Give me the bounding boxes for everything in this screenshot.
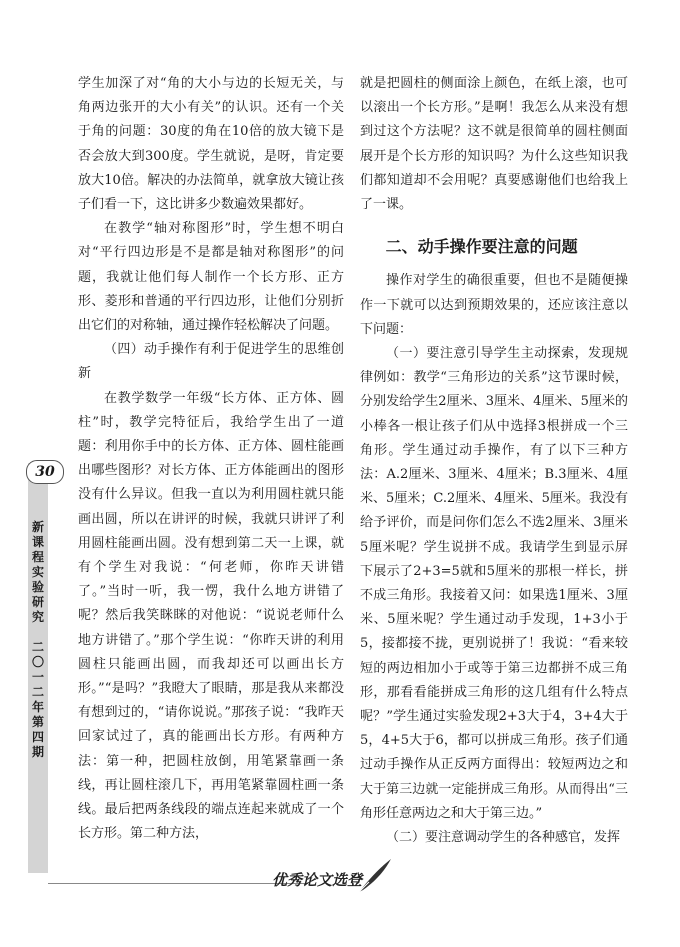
- paragraph: （二）要注意调动学生的各种感官，发挥: [386, 830, 621, 846]
- issue-label: 二〇一二年 第四期: [31, 640, 44, 759]
- quill-pen-icon: [355, 856, 395, 896]
- paragraph: 学生加深了对“角的大小与边的长短无关，与角两边张开的大小有关”的认识。还有一个关于角的问题：30度的角在10倍的放大镜下是否会放大到300度。学生就说，是呀，肯定要放大10倍。解决的办法简单，就拿放大镜让孩子们看一下，这比讲多少数遍效果都好。: [78, 76, 344, 213]
- page-number: 30: [26, 460, 64, 484]
- paragraph: 在教学“轴对称图形”时，学生想不明白对“平行四边形是不是都是轴对称图形”的问题，我就让他们每人制作一个长方形、正方形、菱形和普通的平行四边形，让他们分别折出它们的对称轴，通过操作轻松解决了问题。: [78, 221, 344, 334]
- paragraph: 在教学数学一年级“长方体、正方体、圆柱”时，教学完特征后，我给学生出了一道题：利用你手中的长方体、正方体、圆柱能画出哪些图形？对长方体、正方体能画出的图形没有什么异议。但我一直以为利用圆柱就只能画出圆，所以在讲评的时候，我就只讲评了利用圆柱能画出圆。没有想到第二天一上课，就有个学生对我说：“何老师，你昨天讲错了。”当时一听，我一愣，我什么地方讲错了呢？然后我笑眯眯的对他说：“说说老师什么地方讲错了。”那个学生说：“你昨天讲的利用圆柱只能画出圆，而我却还可以画出长方形。”“是吗？”我瞪大了眼睛，那是我从来都没有想到过的，“请你说说。”那孩子说：“我昨天回家试过了，真的能画出长方形。有两种方法：第一种，把圆柱放倒，用笔紧靠画一条线，再让圆柱滚几下，再用笔紧靠圆柱画一条线。最后把两条线段的端点连起来就成了一个长方形。第二种方法，: [78, 390, 344, 842]
- subheading: （四）动手操作有利于促进学生的思维创新: [78, 342, 344, 382]
- footer-label: 优秀论文选登: [272, 871, 363, 889]
- paragraph: 操作对学生的确很重要，但也不是随便操作一下就可以达到预期效果的，还应该注意以下问题：: [360, 273, 628, 337]
- paragraph: （一）要注意引导学生主动探索，发现规律例如：教学“三角形边的关系”这节课时候，分别发给学生2厘米、3厘米、4厘米、5厘米的小棒各一根让孩子们从中选择3根拼成一个三角形。学生通过动手操作，有了以下三种方法：A.2厘米、3厘米、4厘米；B.3厘米、4厘米、5厘米；C.2厘米、4厘米、5厘米。我没有给予评价，而是问你们怎么不选2厘米、3厘米5厘米呢？学生说拼不成。我请学生到显示屏下展示了2+3=5就和5厘米的那根一样长，拼不成三角形。我接着又问：如果选1厘米、3厘米、5厘米呢？学生通过动手发现，1+3小于5，接都接不拢，更别说拼了！我说：“看来较短的两边相加小于或等于第三边都拼不成三角形，那看看能拼成三角形的这几组有什么特点呢？”学生通过实验发现2+3大于4，3+4大于5，4+5大于6，都可以拼成三角形。孩子们通过动手操作从正反两方面得出：较短两边之和大于第三边就一定能拼成三角形。从而得出“三角形任意两边之和大于第三边。”: [360, 346, 628, 821]
- right-column: [360, 72, 628, 850]
- section-heading: 二、动手操作要注意的问题: [385, 237, 578, 257]
- footer-rule: [48, 883, 308, 884]
- left-column: [78, 72, 344, 847]
- paragraph: 就是把圆柱的侧面涂上颜色，在纸上滚，也可以滚出一个长方形。”是啊！我怎么从来没有想到过这个方法呢？这不就是很简单的圆柱侧面展开是个长方形的知识吗？为什么这些知识我们都知道却不会用呢？真要感谢他们也给我上了一课。: [360, 76, 628, 213]
- journal-name: 新课程实验研究: [31, 520, 44, 624]
